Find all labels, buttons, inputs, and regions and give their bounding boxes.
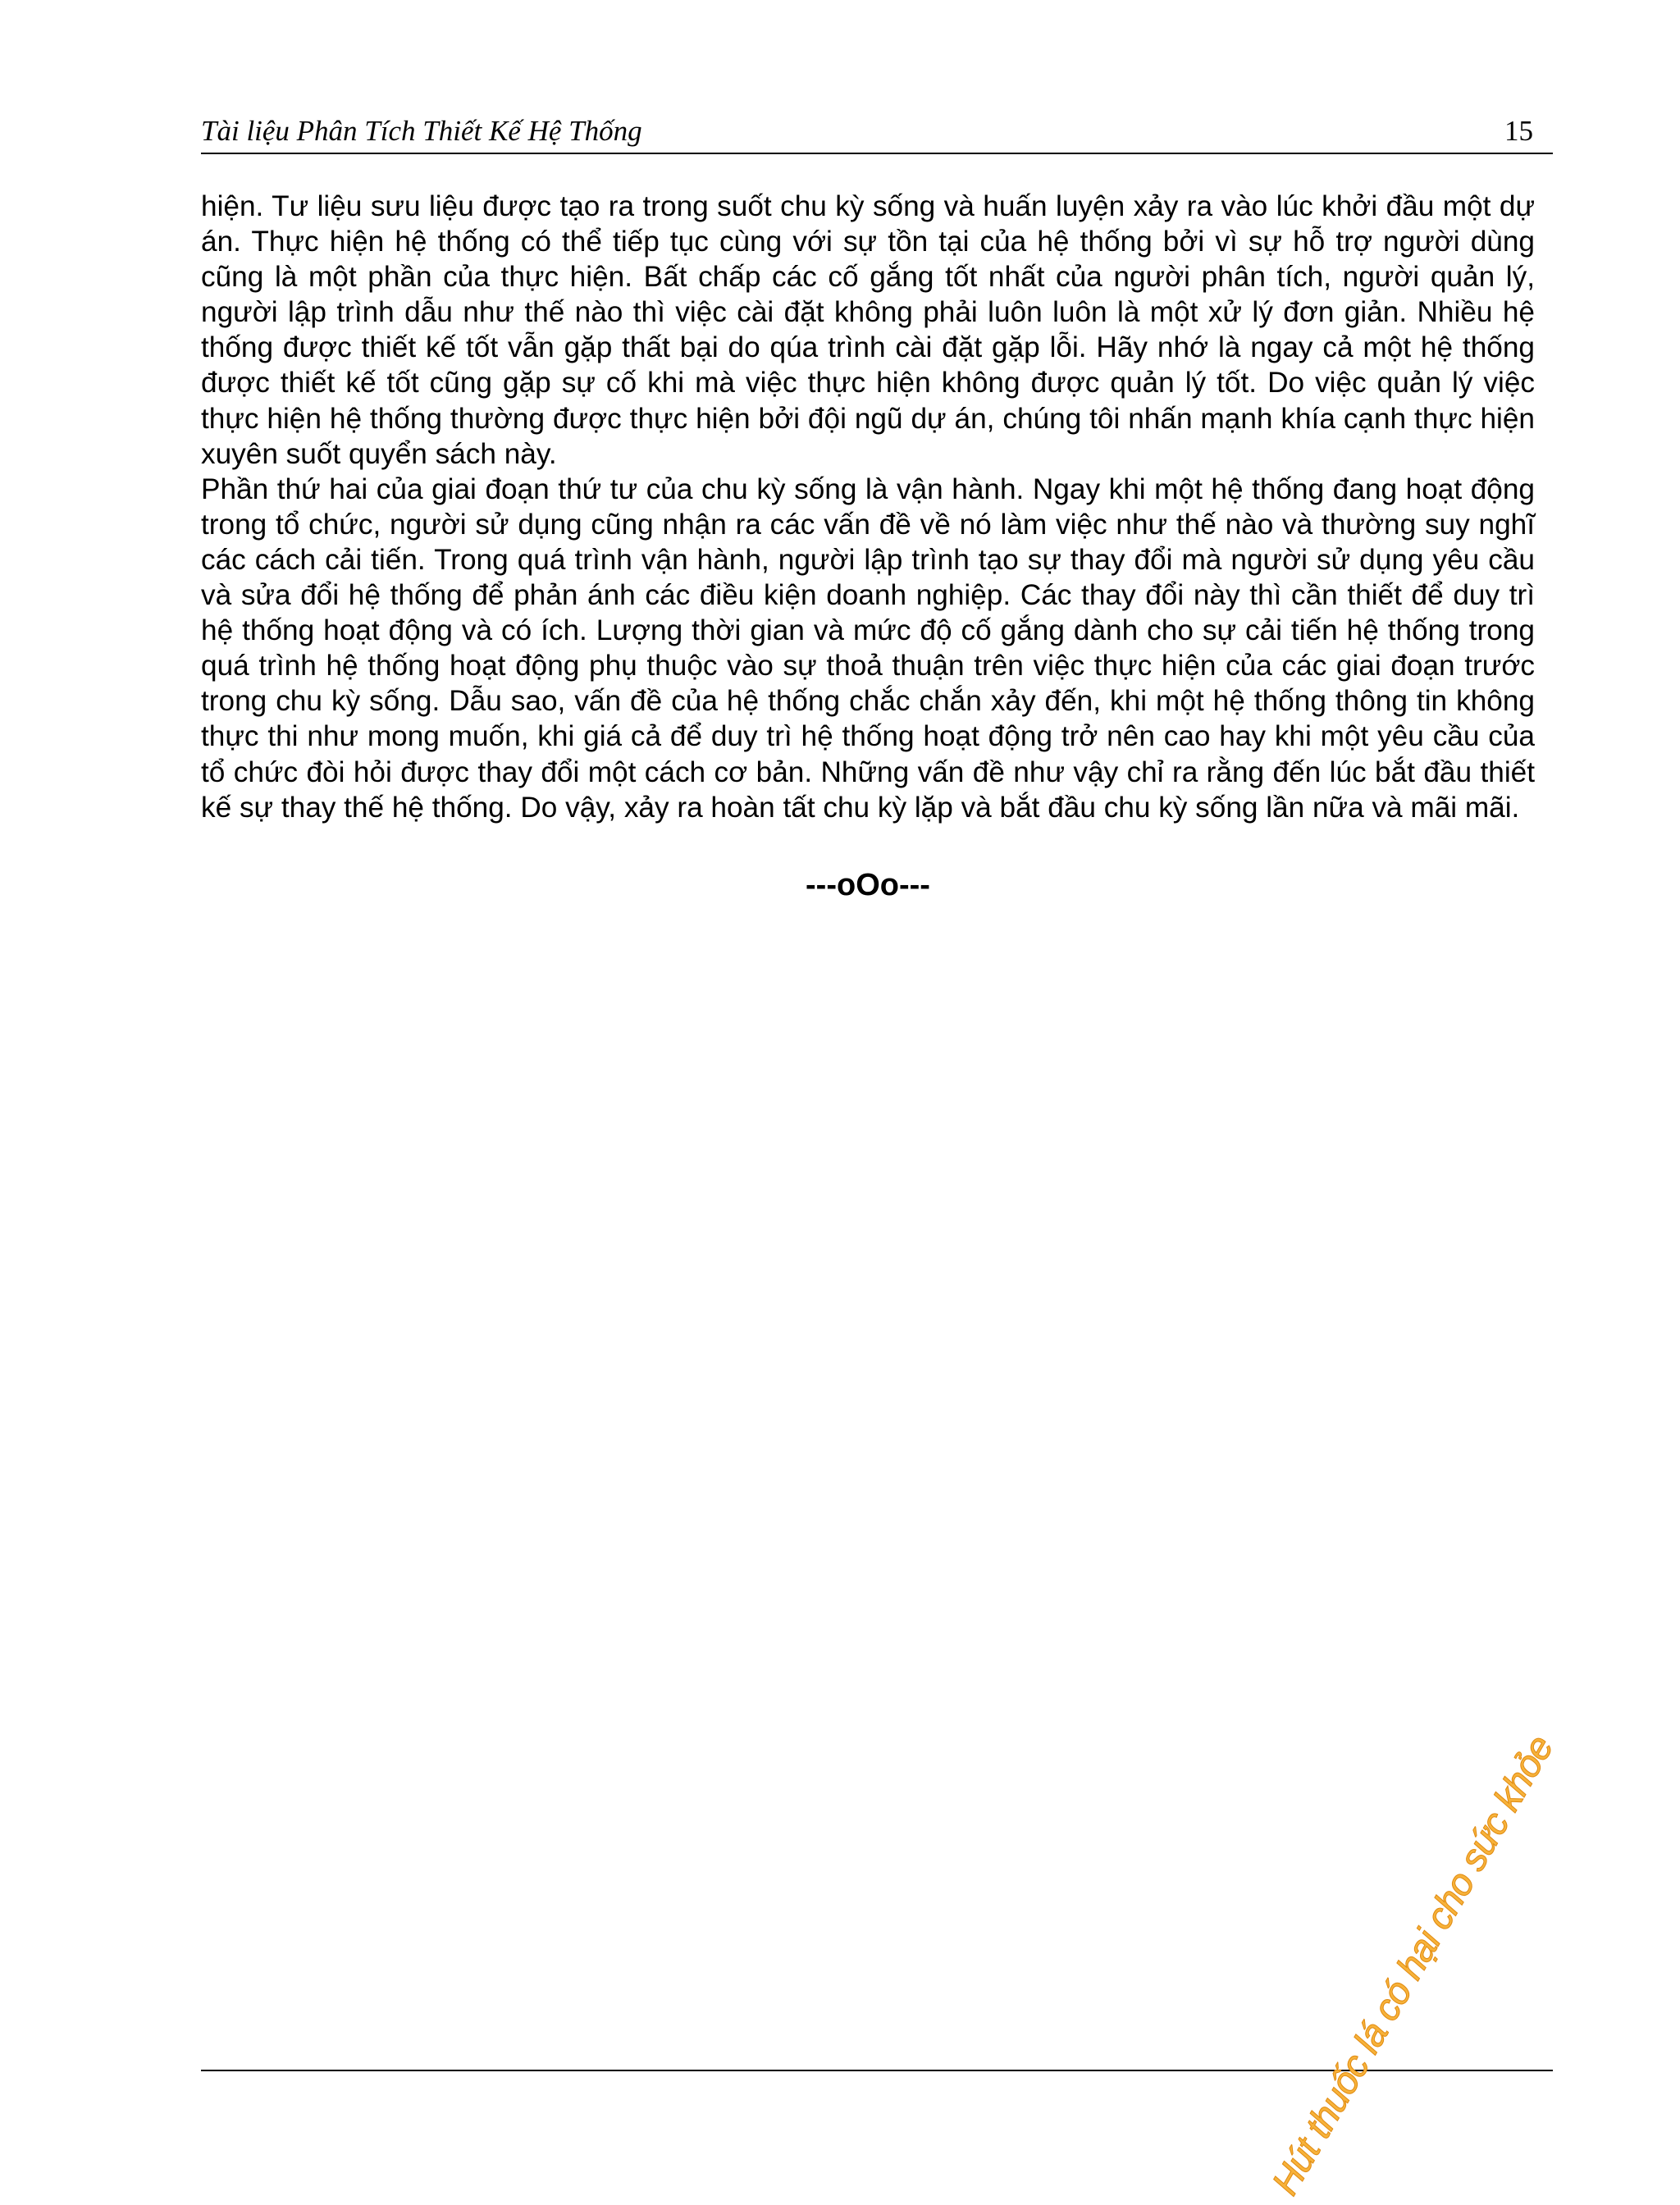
page-header [201,113,1553,153]
document-title: Tài liệu Phân Tích Thiết Kế Hệ Thống [201,115,642,147]
watermark: Hút thuốc lá có hại cho sức khỏe [1262,1728,1562,2202]
paragraph: hiện. Tư liệu sưu liệu được tạo ra trong suốt chu kỳ sống và huấn luyện xảy ra vào lúc khởi đầu một dự án. Thực hiện hệ thống có thể tiếp tục cùng với sự tồn tại của hệ thống bởi vì sự hỗ trợ người dùng cũng là một phần của thực hiện. Bất chấp các cố gắng tốt nhất của người phân tích, người quản lý, người lập trình dẫu như thế nào thì việc cài đặt không phải luôn luôn là một xử lý đơn giản. Nhiều hệ thống được thiết kế tốt vẫn gặp thất bại do qúa trình cài đặt gặp lỗi. Hãy nhớ là ngay cả một hệ thống được thiết kế tốt cũng gặp sự cố khi mà việc thực hiện không được quản lý tốt. Do việc quản lý việc thực hiện hệ thống thường được thực hiện bởi đội ngũ dự án, chúng tôi nhấn mạnh khía cạnh thực hiện xuyên suốt quyển sách này. [201,190,1535,470]
paragraph: Phần thứ hai của giai đoạn thứ tư của chu kỳ sống là vận hành. Ngay khi một hệ thống đang hoạt động trong tổ chức, người sử dụng cũng nhận ra các vấn đề về nó làm việc như thế nào và thường suy nghĩ các cách cải tiến. Trong quá trình vận hành, người lập trình tạo sự thay đổi mà người sử dụng yêu cầu và sửa đổi hệ thống để phản ánh các điều kiện doanh nghiệp. Các thay đổi này thì cần thiết để duy trì hệ thống hoạt động và có ích. Lượng thời gian và mức độ cố gắng dành cho sự cải tiến hệ thống trong quá trình hệ thống hoạt động phụ thuộc vào sự thoả thuận trên việc thực hiện của các giai đoạn trước trong chu kỳ sống. Dẫu sao, vấn đề của hệ thống chắc chắn xảy đến, khi một hệ thống thông tin không thực thi như mong muốn, khi giá cả để duy trì hệ thống hoạt động trở nên cao hay khi một yêu cầu của tổ chức đòi hỏi được thay đổi một cách cơ bản. Những vấn đề như vậy chỉ ra rằng đến lúc bắt đầu thiết kế sự thay thế hệ thống. Do vậy, xảy ra hoàn tất chu kỳ lặp và bắt đầu chu kỳ sống lần nữa và mãi mãi. [201,472,1535,824]
body-text [201,189,1535,825]
header-divider [201,153,1553,154]
page-number: 15 [1504,115,1533,147]
section-end-mark: ---oOo--- [806,868,930,902]
